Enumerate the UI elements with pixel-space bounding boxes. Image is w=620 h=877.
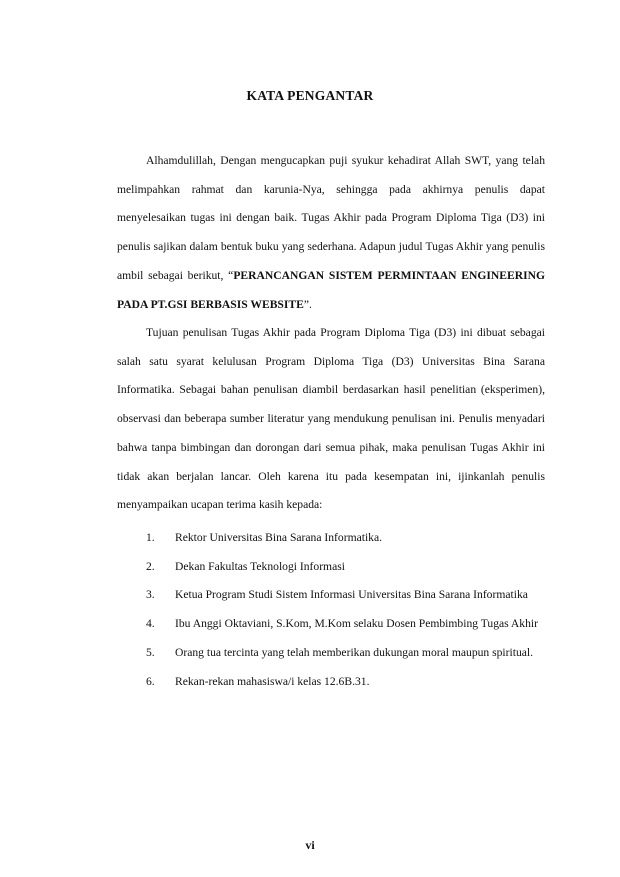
paragraph-intro-text: Alhamdulillah, Dengan mengucapkan puji syukur kehadirat Allah SWT, yang telah melimpahkan rahmat dan karunia-Nya, sehingga pada akhirnya penulis dapat menyelesaikan tugas ini dengan baik. Tugas Akhir pada Program Diploma Tiga (D3) ini penulis sajikan dalam bentuk buku yang sederhana. Adapun judul Tugas Akhir yang penulis ambil sebagai berikut, “ [117,154,545,282]
list-item-number: 5. [146,645,155,659]
list-item-text: Dekan Fakultas Teknologi Informasi [175,559,345,573]
list-item [117,553,545,582]
paragraph-intro [117,147,545,319]
list-item-number: 3. [146,588,155,602]
list-item-text: Rekan-rekan mahasiswa/i kelas 12.6B.31. [175,674,370,688]
page-number: vi [305,838,315,852]
paragraph-intro-end: ”. [303,297,312,311]
list-item [117,668,545,697]
list-item-number: 4. [146,617,155,631]
list-item-text: Ibu Anggi Oktaviani, S.Kom, M.Kom selaku Dosen Pembimbing Tugas Akhir [175,617,538,631]
thesis-title: PERANCANGAN SISTEM PERMINTAAN ENGINEERING PADA PT.GSI BERBASIS WEBSITE [117,268,545,311]
list-item-number: 1. [146,531,155,544]
list-item-text: Ketua Program Studi Sistem Informasi Universitas Bina Sarana Informatika [175,588,528,602]
list-item-text: Rektor Universitas Bina Sarana Informatika. [175,531,383,544]
page-title: KATA PENGANTAR [246,88,374,103]
list-item-text: Orang tua tercinta yang telah memberikan dukungan moral maupun spiritual. [175,645,534,659]
paragraph-purpose: Tujuan penulisan Tugas Akhir pada Program Diploma Tiga (D3) ini dibuat sebagai salah satu syarat kelulusan Program Diploma Tiga (D3) Universitas Bina Sarana Informatika. Sebagai bahan penulisan diambil berdasarkan hasil penelitian (eksperimen), observasi dan beberapa sumber literatur yang mendukung penulisan ini. Penulis menyadari bahwa tanpa bimbingan dan dorongan dari semua pihak, maka penulisan Tugas Akhir ini tidak akan berjalan lancar. Oleh karena itu pada kesempatan ini, ijinkanlah penulis menyampaikan ucapan terima kasih kepada: [117,326,545,512]
list-item-number: 2. [146,559,155,573]
list-item [117,581,545,610]
list-item [117,639,545,668]
acknowledgement-list [117,524,545,696]
list-item-number: 6. [146,674,155,688]
list-item [117,610,545,639]
list-item [117,524,545,553]
